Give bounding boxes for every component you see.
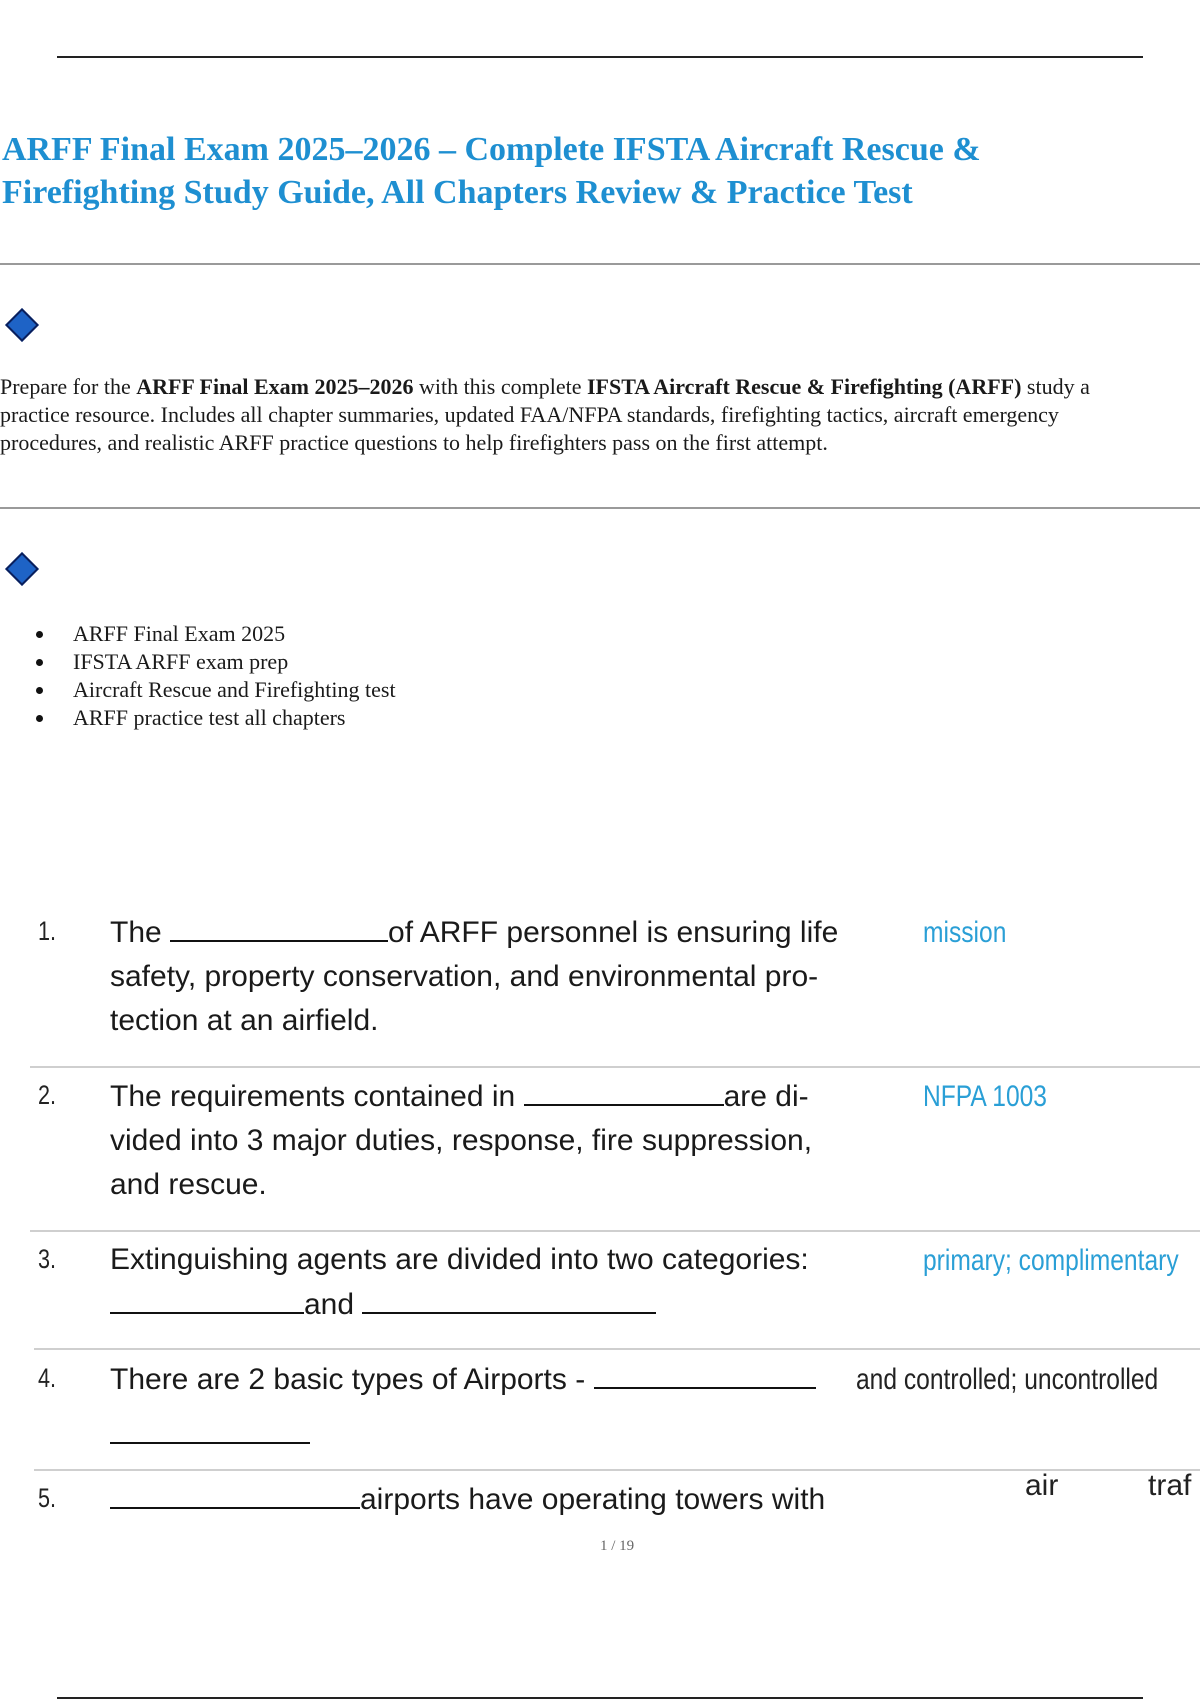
page-bottom-rule	[57, 1697, 1143, 1699]
bullet-dot-icon	[36, 631, 43, 638]
answer-text: traf	[1148, 1469, 1192, 1502]
divider-1	[0, 263, 1200, 265]
question-divider	[30, 1230, 1200, 1232]
bullet-dot-icon	[36, 659, 43, 666]
question-divider	[34, 1348, 1200, 1350]
intro-paragraph	[0, 373, 1200, 457]
answer-text: and controlled; uncontrolled	[856, 1363, 1159, 1396]
divider-2	[0, 507, 1200, 509]
list-item: IFSTA ARFF exam prep	[30, 648, 396, 676]
diamond-bullet-icon	[5, 552, 39, 586]
question-number: 4.	[38, 1363, 57, 1393]
page-number: 1 / 19	[600, 1538, 635, 1554]
question-text: There are 2 basic types of Airports -	[110, 1357, 1010, 1457]
answer-blank	[594, 1357, 816, 1389]
document-title	[2, 128, 1152, 214]
diamond-bullet-icon	[5, 308, 39, 342]
bullet-dot-icon	[36, 687, 43, 694]
question-number: 1.	[38, 916, 57, 946]
list-item: Aircraft Rescue and Firefighting test	[30, 676, 396, 704]
bullet-dot-icon	[36, 715, 43, 722]
question-text: The of ARFF personnel is ensuring life safety, property conservation, and environmental pro- tection at an airfield.	[110, 910, 910, 1043]
intro-line-1: Prepare for the ARFF Final Exam 2025–2026 with this complete IFSTA Aircraft Rescue & Firefighting (ARFF) study a	[0, 374, 1090, 399]
list-item: ARFF Final Exam 2025	[30, 620, 396, 648]
answer-blank	[170, 910, 388, 942]
question-number: 5.	[38, 1483, 57, 1513]
question-number: 2.	[38, 1080, 57, 1110]
title-line-2: Firefighting Study Guide, All Chapters Review & Practice Test	[2, 174, 913, 211]
answer-blank	[362, 1282, 656, 1314]
intro-line-2: practice resource. Includes all chapter summaries, updated FAA/NFPA standards, firefighting tactics, aircraft emergency	[0, 402, 1059, 427]
answer-text: air	[1025, 1469, 1059, 1502]
question-text: Extinguishing agents are divided into two categories: and	[110, 1243, 809, 1321]
list-item: ARFF practice test all chapters	[30, 704, 396, 732]
answer-text: mission	[923, 916, 1007, 949]
answer-text: primary; complimentary	[923, 1244, 1179, 1277]
answer-blank	[110, 1282, 304, 1314]
question-divider	[30, 1066, 1200, 1068]
question-number: 3.	[38, 1244, 57, 1274]
question-text: airports have operating towers with	[110, 1477, 910, 1522]
intro-line-3: procedures, and realistic ARFF practice questions to help firefighters pass on the first attempt.	[0, 430, 828, 455]
answer-text: NFPA 1003	[923, 1080, 1047, 1113]
page-top-rule	[57, 56, 1143, 58]
answer-blank	[110, 1402, 310, 1444]
question-text: The requirements contained in are di- vided into 3 major duties, response, fire suppression, and rescue.	[110, 1074, 910, 1207]
answer-blank	[524, 1074, 724, 1106]
answer-blank	[110, 1477, 360, 1509]
keyword-list	[30, 620, 396, 732]
title-line-1: ARFF Final Exam 2025–2026 – Complete IFSTA Aircraft Rescue &	[2, 131, 981, 168]
